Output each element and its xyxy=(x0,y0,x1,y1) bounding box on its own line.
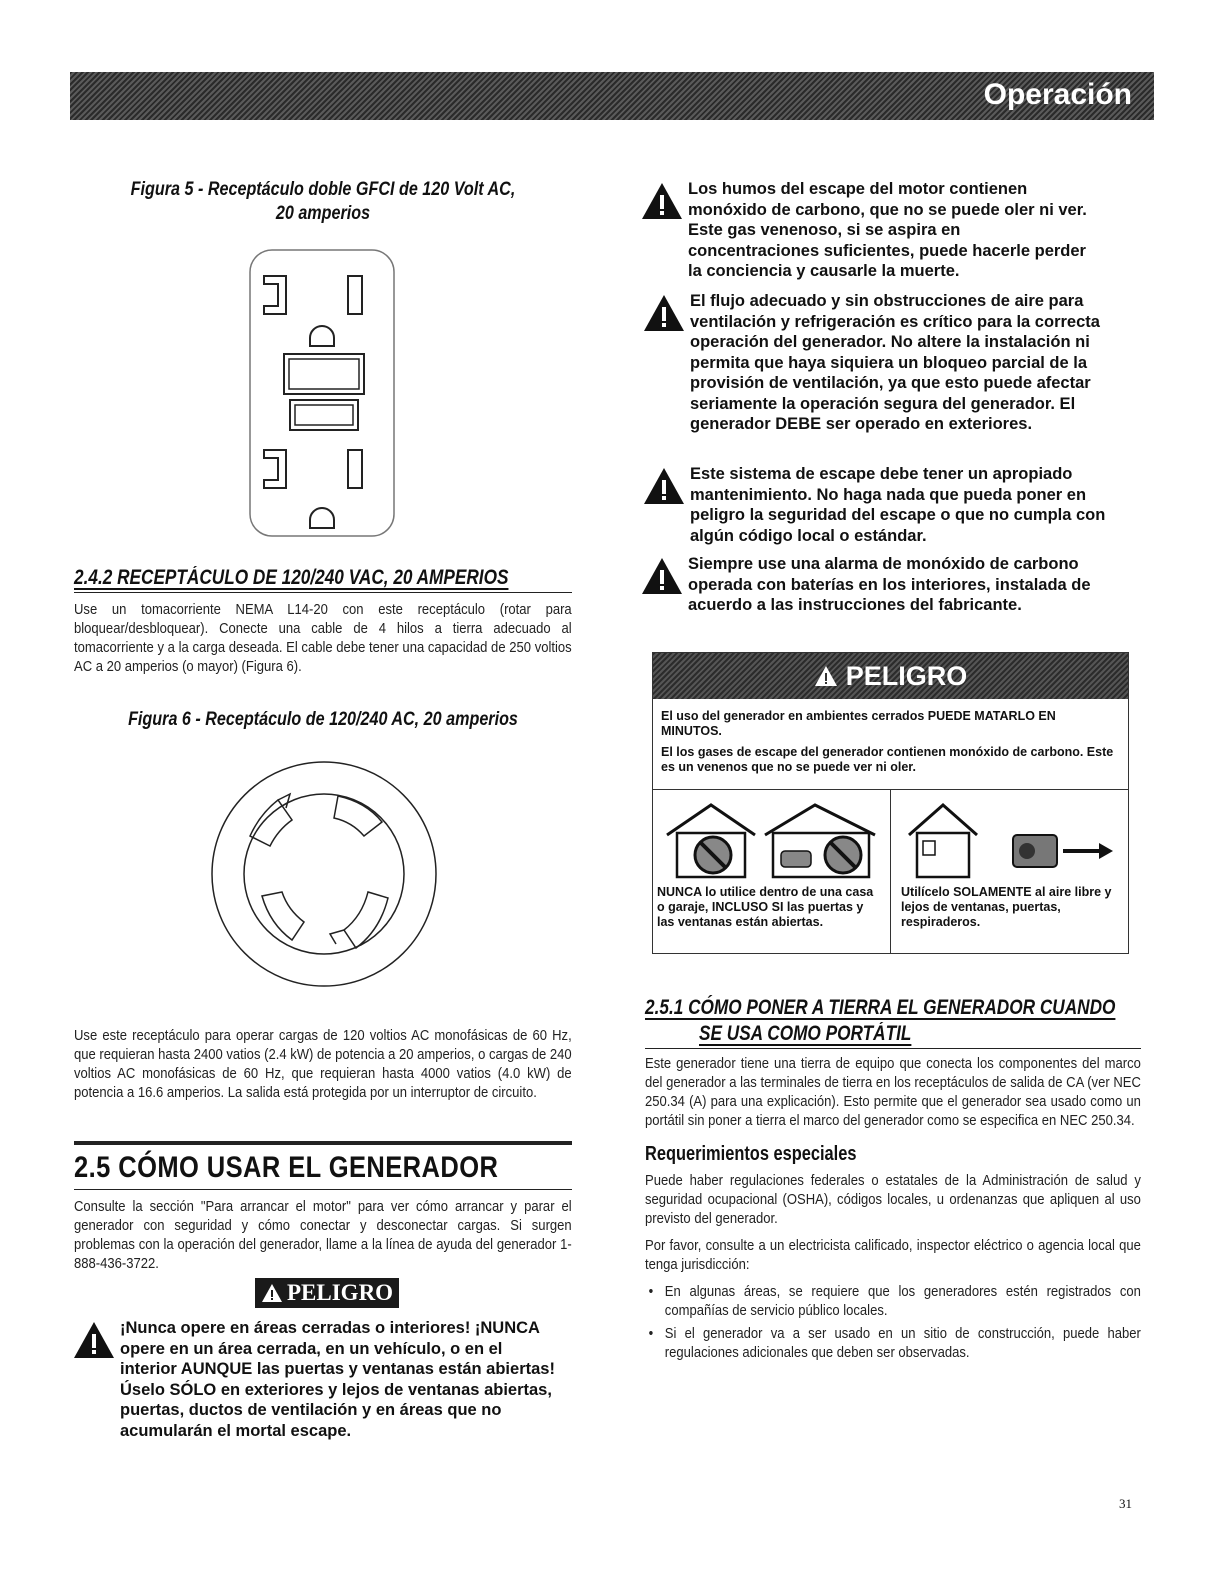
gfci-receptacle-figure xyxy=(248,248,398,540)
section-heading-line2: SE USA COMO PORTÁTIL xyxy=(699,1022,912,1045)
indoor-prohibited-icon xyxy=(661,799,885,879)
warning-triangle-icon xyxy=(72,1320,116,1360)
figure6-body: Use este receptáculo para operar cargas de 120 voltios AC monofásicas de 60 Hz, que requieran hasta 2400 vatios (2.4 kW) de potencia a 20 amperios, o cargas de 240 voltios AC monofásicas de 60 Hz, que requieran hasta 4000 vatios (4.0 kW) de potencia a 16.6 amperios. La salida está protegida por un interruptor de circuito. xyxy=(74,1028,572,1101)
divider-thick xyxy=(74,1141,572,1145)
section-2-4-2 xyxy=(74,566,572,677)
twist-lock-receptacle-figure xyxy=(208,758,440,990)
warning-co-fumes xyxy=(688,179,1088,282)
peligro-badge xyxy=(255,1278,399,1308)
warning-text: Los humos del escape del motor contienen monóxido de carbono, que no se puede oler ni ver. Este gas venenoso, si se aspira en concentraciones suficientes, puede hacerle perder la conciencia y causarle la muerte. xyxy=(688,180,1087,280)
figure6-caption: Figura 6 - Receptáculo de 120/240 AC, 20 amperios xyxy=(128,709,518,730)
figure5-caption xyxy=(78,178,568,226)
danger-box-header xyxy=(653,653,1128,699)
divider xyxy=(74,1189,572,1190)
warning-co-alarm xyxy=(688,554,1138,616)
indoor-caption: NUNCA lo utilice dentro de una casa o garaje, INCLUSO SI las puertas y las ventanas están abiertas. xyxy=(657,885,874,929)
section-2-5 xyxy=(74,1141,572,1274)
warning-triangle-icon xyxy=(642,293,686,333)
header-banner xyxy=(70,72,1154,120)
warning-ventilation xyxy=(690,291,1138,435)
divider xyxy=(645,1048,1141,1049)
outdoor-generator-icon xyxy=(903,799,1119,879)
section-body: Use un tomacorriente NEMA L14-20 con este receptáculo (rotar para bloquear/desbloquear). Conecte una cable de 4 hilos a tierra adecuado al tomacorriente y a la carga deseada. El cable debe tener una capacidad de 250 voltios AC a 20 amperios (o mayor) (Figura 6). xyxy=(74,602,572,675)
danger-box-title: PELIGRO xyxy=(845,660,968,691)
page-number: 31 xyxy=(1119,1496,1132,1511)
warning-text: Siempre use una alarma de monóxido de carbono operada con baterías en los interiores, instalada de acuerdo a las instrucciones del fabricante. xyxy=(688,555,1091,614)
warning-text: Este sistema de escape debe tener un apropiado mantenimiento. No haga nada que pueda poner en peligro la seguridad del escape o que no cumpla con algún código local o estándar. xyxy=(690,465,1106,545)
section-heading-line1: 2.5.1 CÓMO PONER A TIERRA EL GENERADOR CUANDO xyxy=(645,996,1116,1019)
figure5-caption-line2: 20 amperios xyxy=(275,203,371,224)
page-section-title: Operación xyxy=(983,78,1132,111)
danger-column-divider xyxy=(890,789,891,953)
section-heading: 2.4.2 RECEPTÁCULO DE 120/240 VAC, 20 AMPERIOS xyxy=(74,566,509,589)
warning-indoor-use xyxy=(120,1318,560,1441)
warning-exhaust-maintenance xyxy=(690,464,1130,546)
section-body: Este generador tiene una tierra de equipo que conecta los componentes del marco del generador a las terminales de tierra en los receptáculos de salida de CA (ver NEC 250.34 (A) para una explicación). Esto permite que el generador sea usado como un portátil sin poner a tierra el marco del generador como se especifica en NEC 250.34. xyxy=(645,1056,1141,1129)
warning-triangle-icon xyxy=(814,665,838,687)
warning-triangle-icon xyxy=(261,1283,283,1303)
list-item: • Si el generador va a ser usado en un sitio de construcción, puede haber regulaciones adicionales que deben ser observadas. xyxy=(645,1325,1141,1363)
figure6-caption-wrap xyxy=(78,708,568,732)
warning-text: ¡Nunca opere en áreas cerradas o interiores! ¡NUNCA opere en un área cerrada, en un vehículo, o en el interior AUNQUE las puertas y ventanas están abiertas! Úselo SÓLO en exteriores y lejos de ventanas abiertas, puertas, ductos de ventilación y en áreas que no acumularán el mortal escape. xyxy=(120,1319,555,1440)
bullet-list xyxy=(645,1283,1141,1363)
outdoor-caption: Utilícelo SOLAMENTE al aire libre y lejos de ventanas, puertas, respiraderos. xyxy=(901,885,1112,929)
warning-triangle-icon xyxy=(640,556,684,596)
list-item: • En algunas áreas, se requiere que los generadores estén registrados con compañías de servicio público locales. xyxy=(645,1283,1141,1321)
section-2-5-1 xyxy=(645,996,1141,1367)
paragraph-2: Por favor, consulte a un electricista calificado, inspector eléctrico o agencia local que tenga jurisdicción: xyxy=(645,1238,1141,1273)
divider xyxy=(74,592,572,593)
figure5-caption-line1: Figura 5 - Receptáculo doble GFCI de 120 Volt AC, xyxy=(130,179,516,200)
paragraph-1: Puede haber regulaciones federales o estatales de la Administración de salud y seguridad ocupacional (OSHA), códigos locales, u ordenanzas que apliquen al uso previsto del generador. xyxy=(645,1173,1141,1227)
warning-triangle-icon xyxy=(642,466,686,506)
section-body: Consulte la sección "Para arrancar el motor" para ver cómo arrancar y parar el generador con seguridad y cómo conectar y desconectar cargas. Si surgen problemas con la operación del generador, llame a la línea de ayuda del generador 1-888-436-3722. xyxy=(74,1199,572,1272)
section-heading: 2.5 CÓMO USAR EL GENERADOR xyxy=(74,1151,499,1184)
danger-line-2: El los gases de escape del generador contienen monóxido de carbono. Este es un venenos que no se puede ver ni oler. xyxy=(661,745,1114,774)
danger-box xyxy=(652,652,1129,954)
peligro-label: PELIGRO xyxy=(287,1280,394,1305)
warning-triangle-icon xyxy=(640,181,684,221)
danger-line-1: El uso del generador en ambientes cerrados PUEDE MATARLO EN MINUTOS. xyxy=(661,709,1056,738)
warning-text: El flujo adecuado y sin obstrucciones de aire para ventilación y refrigeración es crítico para la correcta operación del generador. No altere la instalación ni permita que haya siquiera un bloqueo parcial de la provisión de ventilación, ya que esto puede afectar seriamente la operación segura del generador. El generador DEBE ser operado en exteriores. xyxy=(690,292,1100,433)
subheading: Requerimientos especiales xyxy=(645,1143,857,1165)
